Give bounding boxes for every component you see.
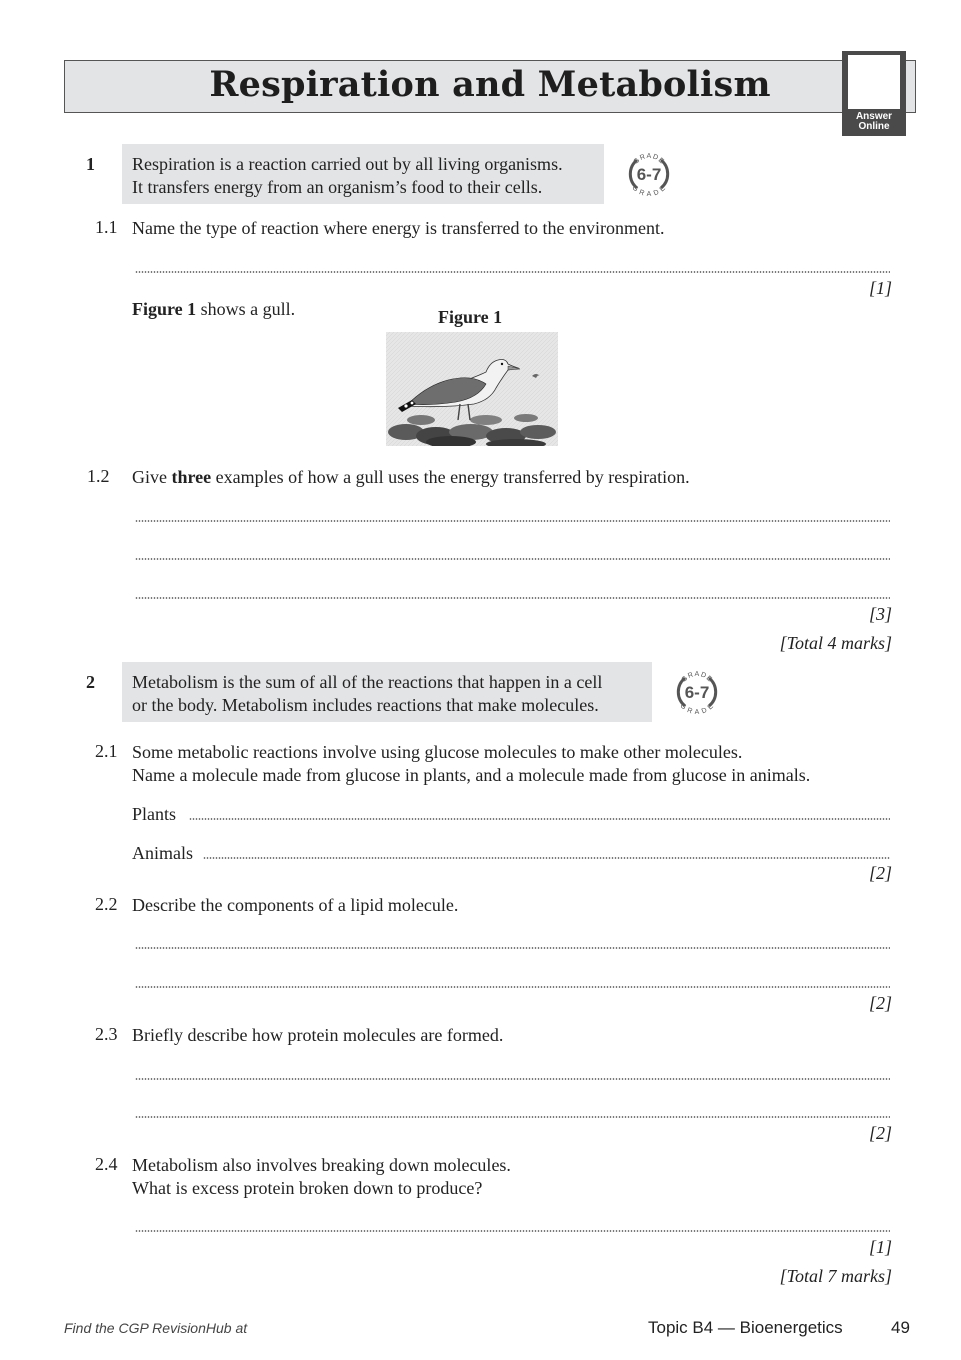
answer-line[interactable] (135, 1229, 890, 1233)
svg-text:GRADE: GRADE (678, 702, 716, 717)
question-1-total: [Total 4 marks] (779, 633, 892, 653)
question-1-1-mark: [1] (868, 278, 892, 298)
question-2-4-line2: What is excess protein broken down to produce? (132, 1178, 483, 1198)
question-1-2-number: 1.2 (87, 466, 110, 486)
question-1-1-text: Name the type of reaction where energy is transferred to the environment. (132, 218, 665, 238)
question-1-2-text: Give three examples of how a gull uses the energy transferred by respiration. (132, 467, 690, 487)
svg-text:GRADE: GRADE (680, 670, 714, 684)
footer-revisionhub: Find the CGP RevisionHub at (64, 1320, 248, 1336)
question-1-2-mark: [3] (868, 604, 892, 624)
answer-line[interactable] (135, 1115, 890, 1119)
question-2-1-number: 2.1 (95, 741, 118, 761)
question-2-intro-line2: or the body. Metabolism includes reactions that make molecules. (132, 695, 599, 715)
question-2-3-number: 2.3 (95, 1024, 118, 1044)
plants-answer-line[interactable] (189, 817, 890, 821)
question-2-4-line1: Metabolism also involves breaking down molecules. (132, 1155, 511, 1175)
grade-badge-icon (623, 148, 675, 200)
question-2-2-mark: [2] (868, 993, 892, 1013)
footer-topic: Topic B4 — Bioenergetics (648, 1318, 843, 1337)
answer-line[interactable] (135, 519, 890, 523)
question-2-4-mark: [1] (868, 1237, 892, 1257)
gull-image (386, 332, 558, 446)
question-2-1-line2: Name a molecule made from glucose in plants, and a molecule made from glucose in animals. (132, 765, 811, 785)
answer-line[interactable] (135, 1077, 890, 1081)
answer-checkbox[interactable] (848, 55, 900, 109)
animals-answer-line[interactable] (203, 856, 890, 860)
answer-line[interactable] (135, 985, 890, 989)
answer-line[interactable] (135, 270, 890, 274)
figure-reference: Figure 1 shows a gull. (132, 299, 296, 319)
svg-text:GRADE: GRADE (630, 184, 668, 199)
grade-value: 6-7 (684, 683, 710, 702)
question-2-1-mark: [2] (868, 863, 892, 883)
answer-line[interactable] (135, 946, 890, 950)
answer-line[interactable] (135, 557, 890, 561)
question-2-1-line1: Some metabolic reactions involve using glucose molecules to make other molecules. (132, 742, 743, 762)
animals-label: Animals (132, 843, 193, 863)
page-title: Respiration and Metabolism (209, 64, 771, 105)
question-2-3-mark: [2] (868, 1123, 892, 1143)
question-1-number: 1 (86, 154, 95, 174)
question-1-intro-line1: Respiration is a reaction carried out by all living organisms. (132, 154, 563, 174)
question-2-4-number: 2.4 (95, 1154, 118, 1174)
answer-line[interactable] (135, 596, 890, 600)
question-2-2-text: Describe the components of a lipid molecule. (132, 895, 459, 915)
answer-online-label: Answer Online (855, 111, 893, 132)
question-2-total: [Total 7 marks] (779, 1266, 892, 1286)
svg-text:GRADE: GRADE (632, 152, 666, 166)
grade-badge-icon (671, 666, 723, 718)
question-1-intro-line2: It transfers energy from an organism’s food to their cells. (132, 177, 543, 197)
question-2-number: 2 (86, 672, 95, 692)
grade-value: 6-7 (636, 165, 662, 184)
question-1-1-number: 1.1 (95, 217, 118, 237)
question-2-2-number: 2.2 (95, 894, 118, 914)
question-2-intro-line1: Metabolism is the sum of all of the reactions that happen in a cell (132, 672, 603, 692)
page-number: 49 (891, 1318, 910, 1337)
question-2-3-text: Briefly describe how protein molecules are formed. (132, 1025, 504, 1045)
plants-label: Plants (132, 804, 177, 824)
figure-caption: Figure 1 (438, 307, 503, 327)
